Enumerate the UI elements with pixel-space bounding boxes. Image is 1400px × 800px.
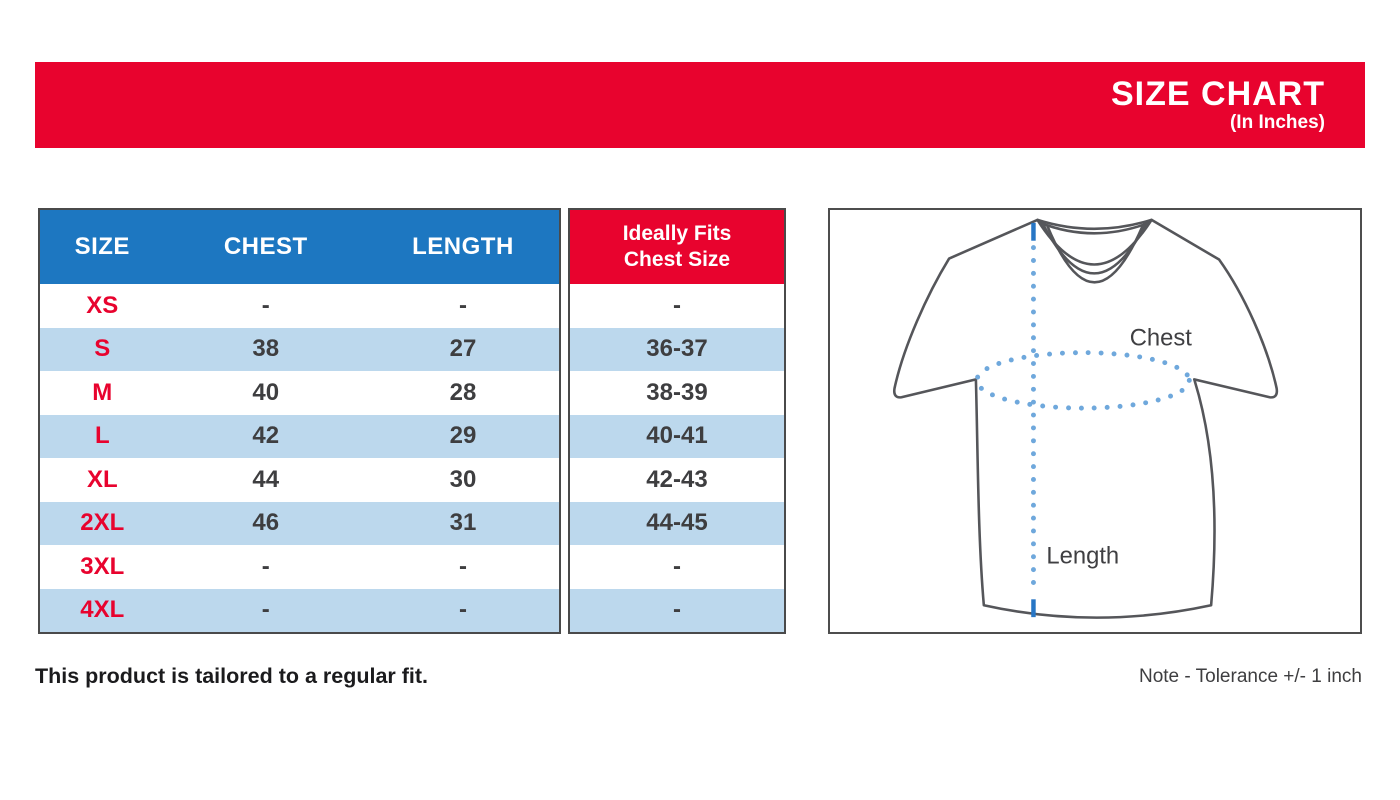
size-cell: L: [94, 422, 110, 450]
fit-cell: 44-45: [570, 502, 784, 546]
chest-cell: -: [261, 291, 270, 319]
chest-label: Chest: [1129, 324, 1192, 352]
ideally-fits-header-line2: Chest Size: [623, 248, 731, 271]
fit-cell: 42-43: [570, 458, 784, 502]
chest-cell: 38: [252, 335, 280, 363]
column-header-chest: CHEST: [223, 233, 308, 260]
size-cell: 2XL: [80, 509, 125, 537]
size-cell: S: [94, 335, 111, 363]
table-row: [40, 458, 559, 502]
ideally-fits-header: [570, 210, 784, 284]
chest-cell: 46: [252, 509, 280, 537]
table-row: [40, 284, 559, 328]
fit-cell: -: [570, 545, 784, 589]
size-table-body: [40, 284, 559, 632]
length-cell: 27: [449, 335, 477, 363]
fit-cell: 38-39: [570, 371, 784, 415]
fit-cell: 36-37: [570, 328, 784, 372]
ideally-fits-header-line1: Ideally Fits: [622, 222, 732, 245]
tshirt-illustration: [830, 210, 1360, 632]
table-row: [40, 589, 559, 633]
table-row: [40, 502, 559, 546]
length-cell: 29: [449, 422, 477, 450]
size-cell: XL: [86, 465, 118, 493]
column-header-length: LENGTH: [412, 233, 514, 260]
banner: [35, 62, 1365, 148]
fit-cell: 40-41: [570, 415, 784, 459]
chest-cell: -: [261, 552, 270, 580]
length-cell: -: [458, 596, 467, 624]
ideally-fits-body: [570, 284, 784, 632]
size-table: [38, 208, 561, 634]
page-title: SIZE CHART: [1111, 75, 1325, 113]
table-row: [40, 545, 559, 589]
tshirt-measurement-diagram: [828, 208, 1362, 634]
fit-note: This product is tailored to a regular fit.: [35, 664, 429, 688]
length-label: Length: [1046, 542, 1120, 570]
chest-cell: 42: [252, 422, 280, 450]
size-cell: M: [92, 378, 113, 406]
size-cell: 3XL: [80, 552, 125, 580]
table-row: [40, 415, 559, 459]
chest-cell: -: [261, 596, 270, 624]
chest-cell: 44: [252, 465, 280, 493]
length-cell: -: [458, 291, 467, 319]
ideally-fits-table: [568, 208, 786, 634]
fit-cell: -: [570, 284, 784, 328]
tolerance-note: Note - Tolerance +/- 1 inch: [1138, 666, 1362, 687]
column-header-size: SIZE: [74, 233, 130, 260]
length-cell: 28: [449, 378, 477, 406]
table-row: [40, 371, 559, 415]
fit-cell: -: [570, 589, 784, 633]
table-row: [40, 328, 559, 372]
length-cell: -: [458, 552, 467, 580]
length-cell: 31: [449, 509, 477, 537]
page-subtitle: (In Inches): [1229, 112, 1325, 133]
size-cell: XS: [86, 291, 119, 319]
size-cell: 4XL: [80, 596, 125, 624]
chest-cell: 40: [252, 378, 280, 406]
size-table-header: [40, 210, 559, 284]
length-cell: 30: [449, 465, 477, 493]
